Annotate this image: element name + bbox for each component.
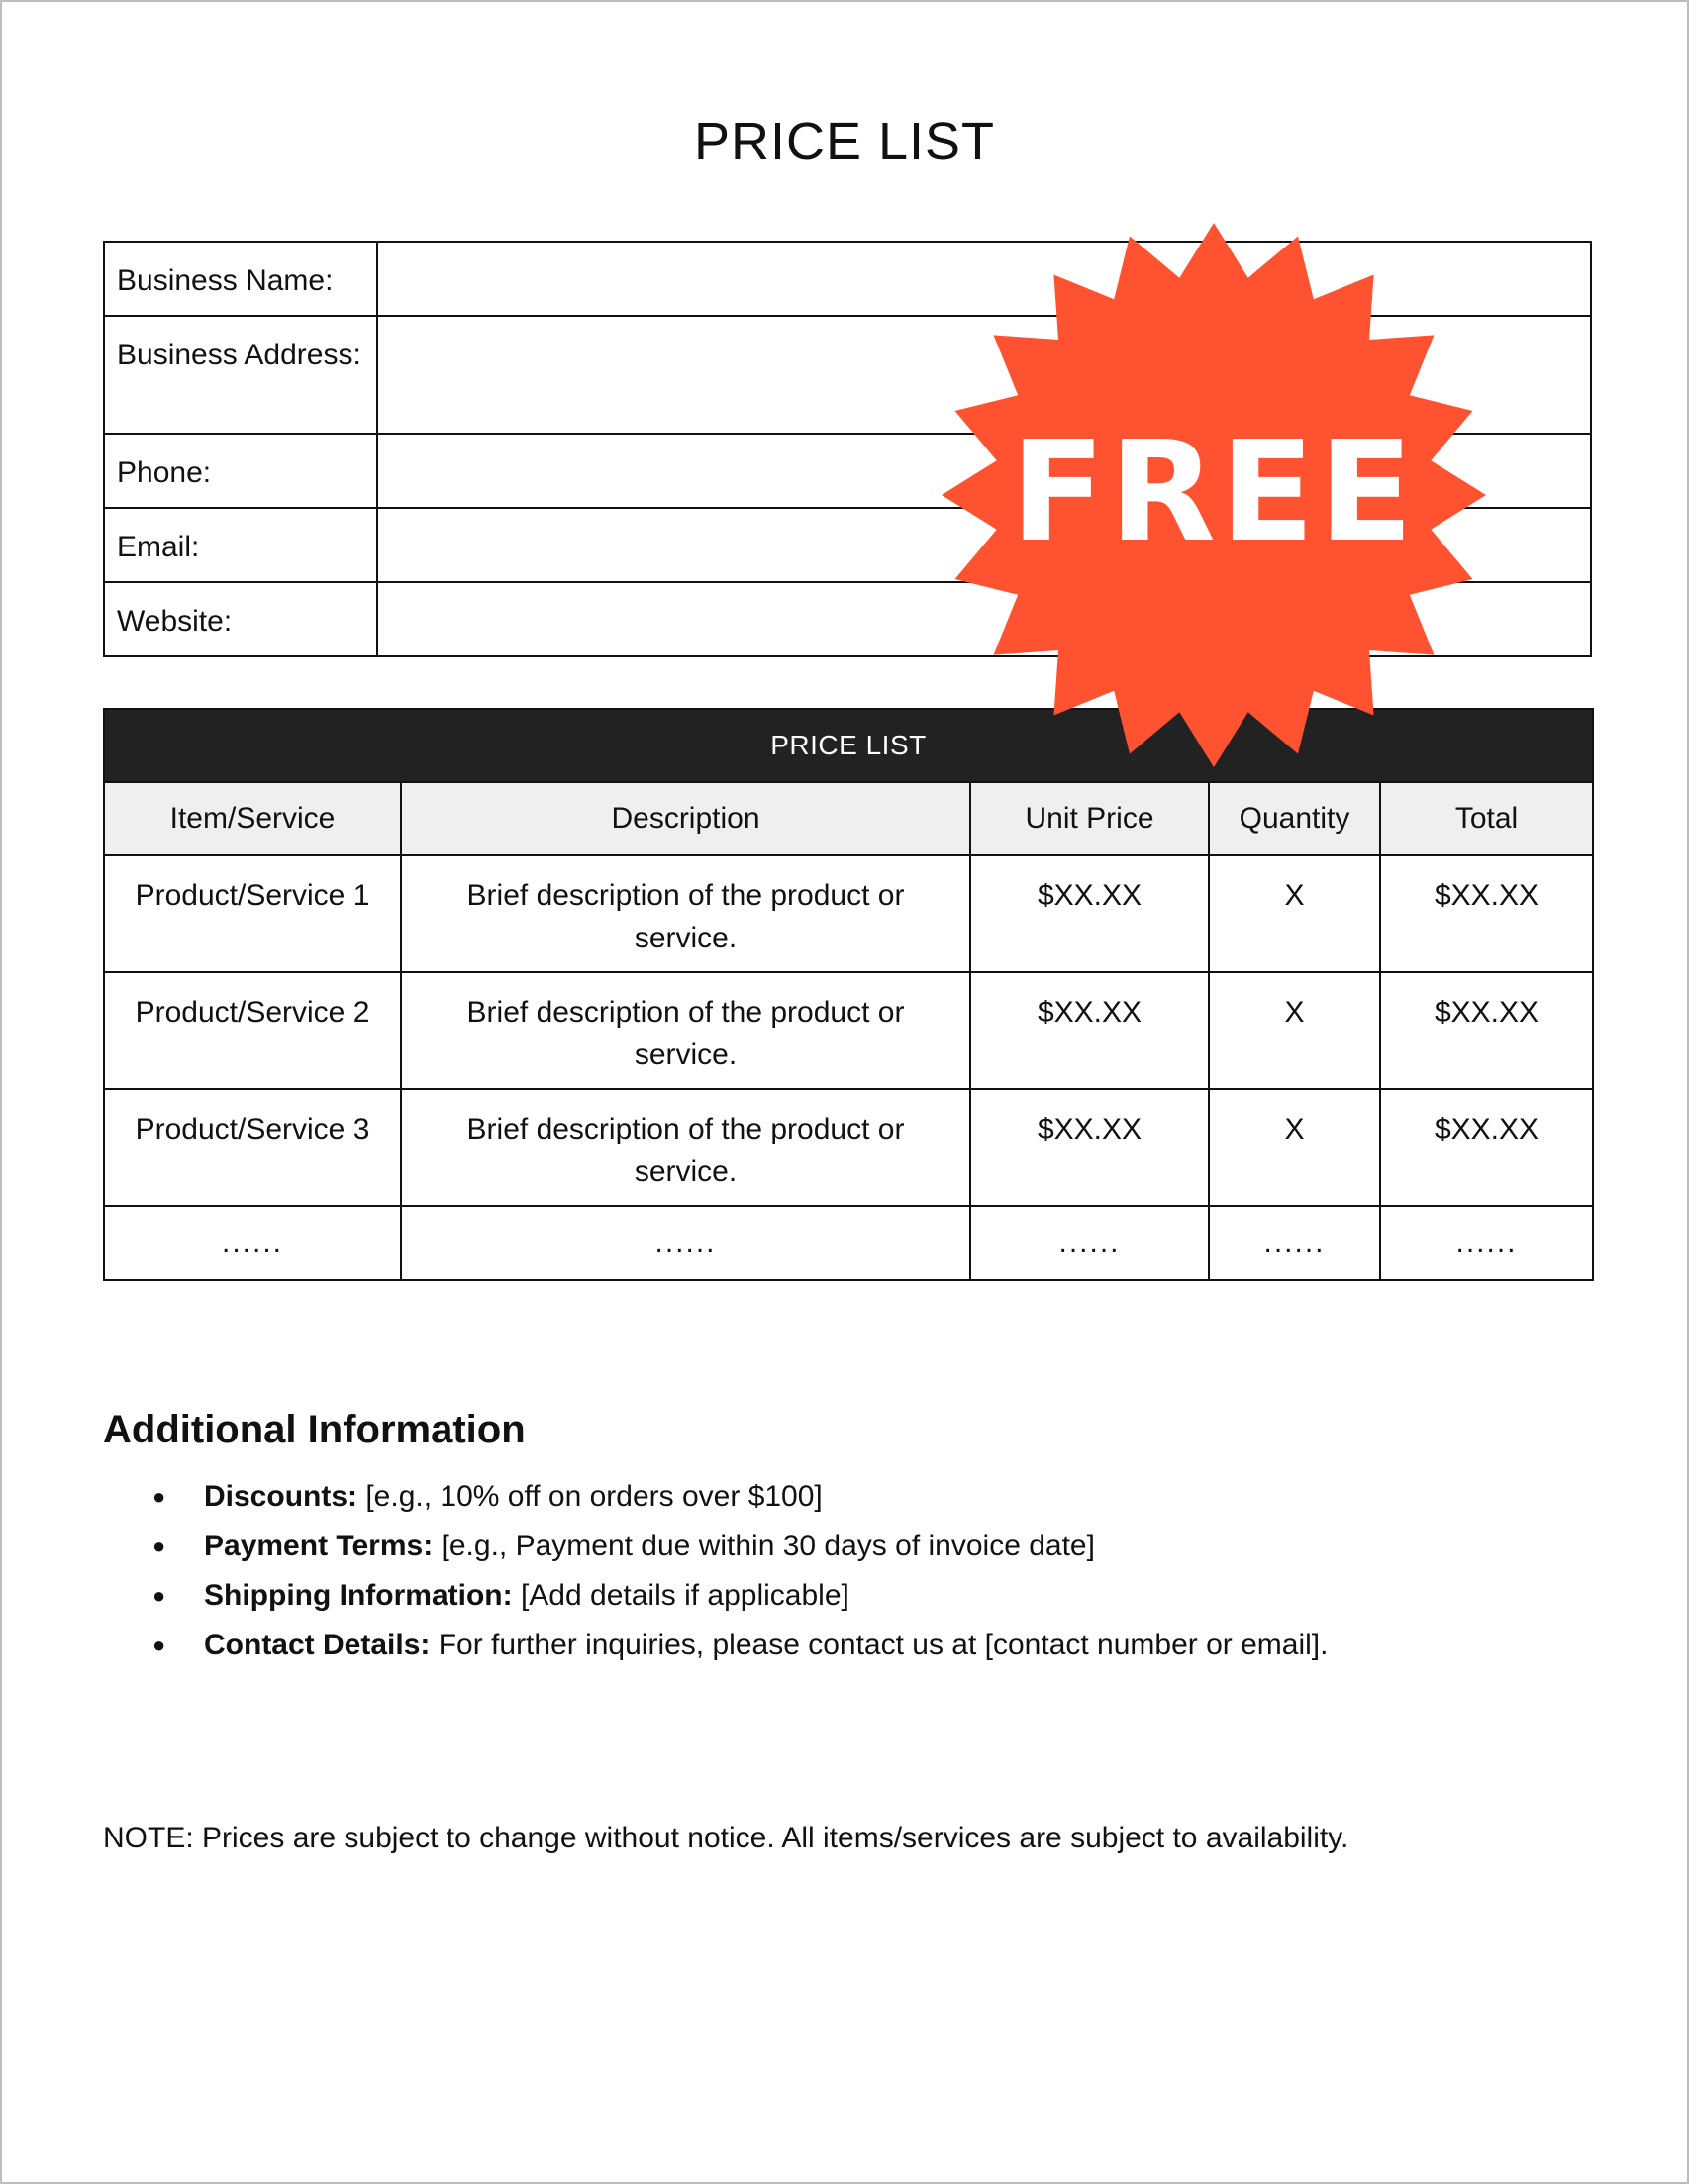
- item-term: Contact Details:: [204, 1629, 431, 1661]
- column-header-unit-price: Unit Price: [970, 782, 1209, 855]
- table-row: [104, 1089, 1593, 1206]
- table-row: [104, 972, 1593, 1089]
- item-cell: Product/Service 3: [104, 1089, 401, 1206]
- unit-price-cell: ......: [970, 1206, 1209, 1280]
- item-text: [Add details if applicable]: [512, 1579, 849, 1612]
- badge-label: FREE: [1010, 412, 1418, 573]
- free-badge-icon: [937, 218, 1491, 772]
- bullet-icon: ●: [152, 1534, 166, 1558]
- item-text: [e.g., Payment due within 30 days of invoice date]: [433, 1530, 1095, 1562]
- price-list-table: [103, 708, 1594, 1281]
- total-cell: ......: [1380, 1206, 1593, 1280]
- unit-price-cell: $XX.XX: [970, 1089, 1209, 1206]
- total-cell: $XX.XX: [1380, 855, 1593, 972]
- list-item-contact: [103, 1621, 1588, 1670]
- price-list-banner: PRICE LIST: [104, 709, 1593, 782]
- additional-info-heading: Additional Information: [103, 1408, 526, 1451]
- list-item-discounts: [103, 1472, 1588, 1522]
- bullet-icon: ●: [152, 1583, 166, 1608]
- table-row: [104, 855, 1593, 972]
- quantity-cell: ......: [1209, 1206, 1380, 1280]
- list-item-payment-terms: [103, 1522, 1588, 1571]
- business-address-label: Business Address:: [104, 316, 377, 434]
- column-header-description: Description: [401, 782, 970, 855]
- description-cell: ......: [401, 1206, 970, 1280]
- website-label: Website:: [104, 582, 377, 656]
- table-header-row: [104, 782, 1593, 855]
- total-cell: $XX.XX: [1380, 1089, 1593, 1206]
- bullet-icon: ●: [152, 1484, 166, 1509]
- quantity-cell: X: [1209, 1089, 1380, 1206]
- total-cell: $XX.XX: [1380, 972, 1593, 1089]
- business-name-label: Business Name:: [104, 242, 377, 316]
- item-term: Shipping Information:: [204, 1579, 513, 1612]
- document-title: PRICE LIST: [693, 112, 996, 171]
- description-cell: Brief description of the product or service.: [401, 855, 970, 972]
- column-header-quantity: Quantity: [1209, 782, 1380, 855]
- item-term: Discounts:: [204, 1480, 358, 1513]
- phone-label: Phone:: [104, 434, 377, 508]
- additional-info-list: [103, 1472, 1588, 1670]
- description-cell: Brief description of the product or service.: [401, 1089, 970, 1206]
- unit-price-cell: $XX.XX: [970, 972, 1209, 1089]
- column-header-total: Total: [1380, 782, 1593, 855]
- quantity-cell: X: [1209, 972, 1380, 1089]
- quantity-cell: X: [1209, 855, 1380, 972]
- item-cell: Product/Service 2: [104, 972, 401, 1089]
- unit-price-cell: $XX.XX: [970, 855, 1209, 972]
- item-cell: Product/Service 1: [104, 855, 401, 972]
- item-term: Payment Terms:: [204, 1530, 434, 1562]
- list-item-shipping: [103, 1571, 1588, 1621]
- column-header-item: Item/Service: [104, 782, 401, 855]
- note-text: NOTE: Prices are subject to change without notice. All items/services are subject to availability.: [103, 1822, 1349, 1854]
- table-row-placeholder: [104, 1206, 1593, 1280]
- item-text: [e.g., 10% off on orders over $100]: [357, 1480, 823, 1513]
- item-cell: ......: [104, 1206, 401, 1280]
- item-text: For further inquiries, please contact us at [contact number or email].: [430, 1629, 1329, 1661]
- bullet-icon: ●: [152, 1633, 166, 1657]
- description-cell: Brief description of the product or service.: [401, 972, 970, 1089]
- email-label: Email:: [104, 508, 377, 582]
